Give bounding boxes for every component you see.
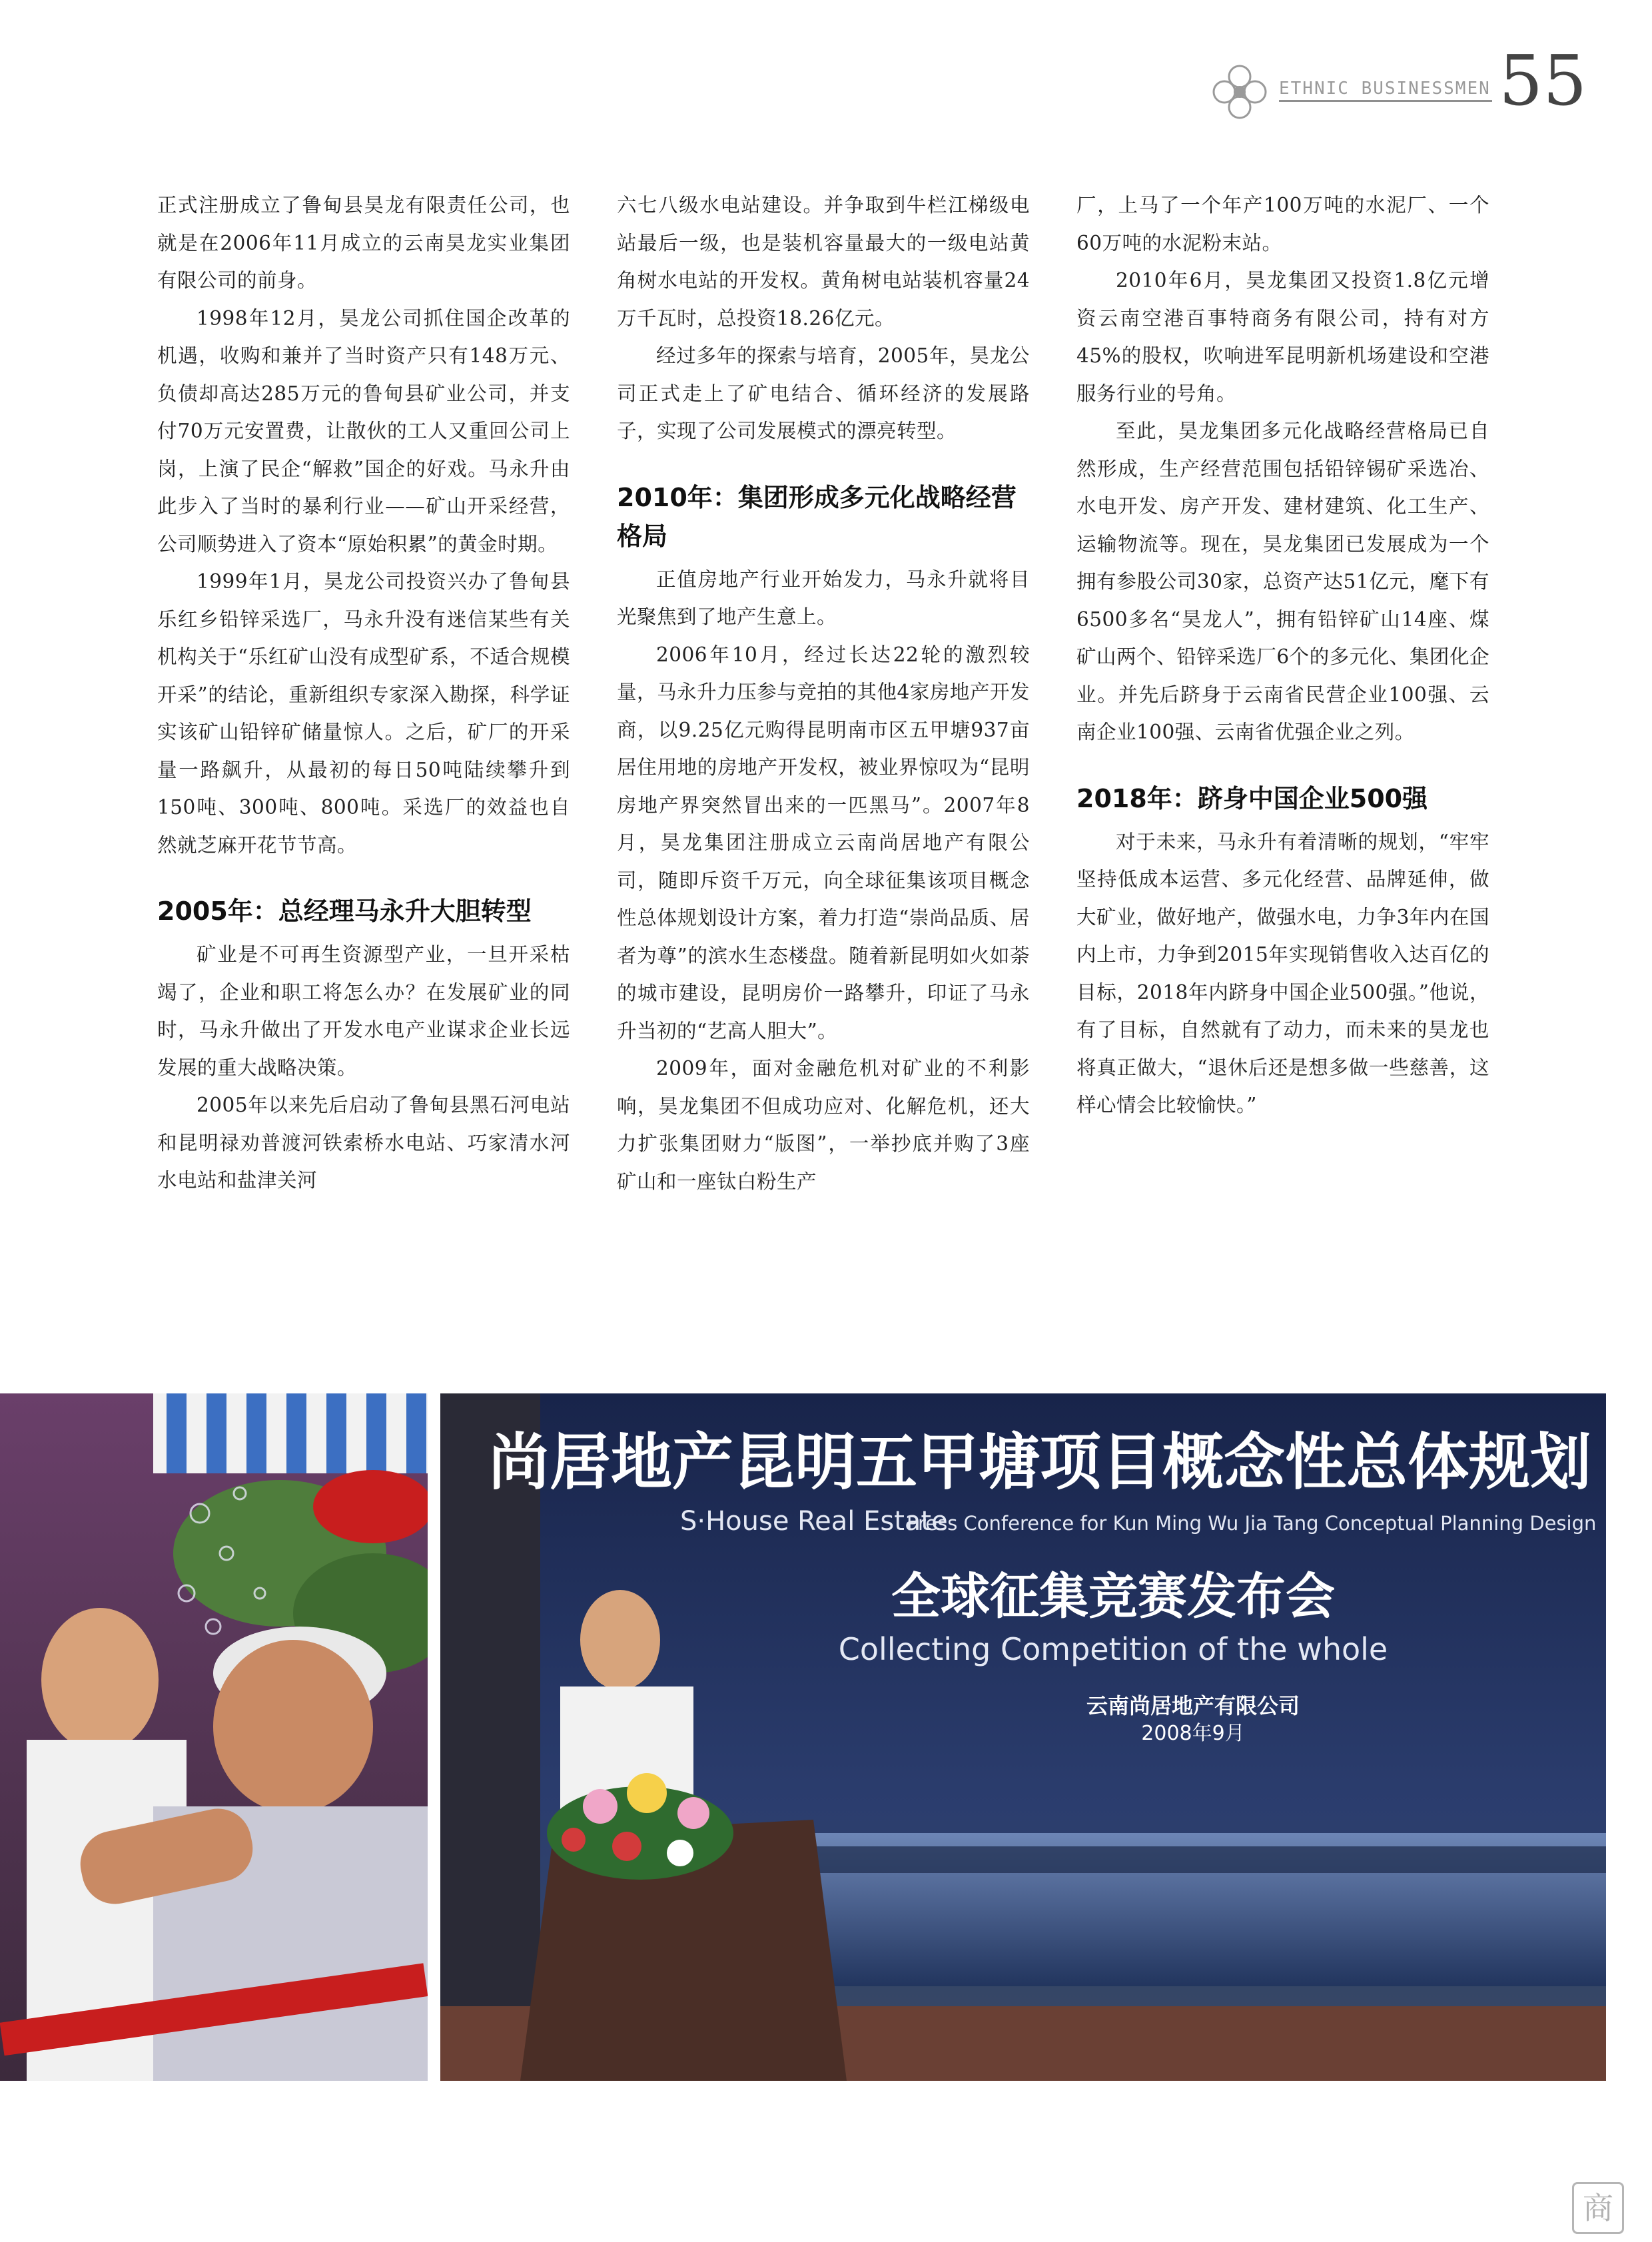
banner-line-en-1: S·House Real Estate	[680, 1506, 948, 1537]
paragraph: 至此，昊龙集团多元化战略经营格局已自然形成，生产经营范围包括铅锌锡矿采选冶、水电开发、房产开发、建材建筑、化工生产、运输物流等。现在，昊龙集团已发展成为一个拥有参股公司30家，总资产达51亿元，麾下有6500多名“昊龙人”，拥有铅锌矿山14座、煤矿山两个、铅锌采选厂6个的多元化、集团化企业。并先后跻身于云南省民营企业100强、云南企业100强、云南省优强企业之列。	[1076, 420, 1489, 743]
paragraph: 厂，上马了一个年产100万吨的水泥厂、一个60万吨的水泥粉末站。	[1076, 194, 1489, 254]
paragraph: 1998年12月，昊龙公司抓住国企改革的机遇，收购和兼并了当时资产只有148万元、负债却高达285万元的鲁甸县矿业公司，并支付70万元安置费，让散伙的工人又重回公司上岗，上演了民企“解救”国企的好戏。马永升由此步入了当时的暴利行业——矿山开采经营，公司顺势进入了资本“原始积累”的黄金时期。	[157, 306, 570, 556]
banner-subtitle-en: Collecting Competition of the whole	[838, 1631, 1388, 1667]
paragraph: 2009年，面对金融危机对矿业的不利影响，昊龙集团不但成功应对、化解危机，还大力扩张集团财力“版图”，一举抄底并购了3座矿山和一座钛白粉生产	[617, 1057, 1030, 1193]
banner-line-en-2: Press Conference for Kun Ming Wu Jia Tang Conceptual Planning Design	[907, 1512, 1597, 1535]
paragraph: 2005年以来先后启动了鲁甸县黑石河电站和昆明禄劝普渡河铁索桥水电站、巧家清水河水电站和盐津关河	[157, 1094, 570, 1192]
paragraph: 对于未来，马永升有着清晰的规划，“牢牢坚持低成本运营、多元化经营、品牌延伸，做大矿业，做好地产，做强水电，力争3年内在国内上市，力争到2015年实现销售收入达百亿的目标，2018年内跻身中国企业500强。”他说，有了目标，自然就有了动力，而未来的昊龙也将真正做大，“退休后还是想多做一些慈善，这样心情会比较愉快。”	[1076, 830, 1489, 1116]
text-column-1	[157, 187, 570, 1200]
section-heading: 2018年：跻身中国企业500强	[1076, 783, 1428, 813]
text-column-2	[617, 187, 1030, 1200]
magazine-name: ETHNIC BUSINESSMEN	[1279, 79, 1491, 99]
paragraph: 六七八级水电站建设。并争取到牛栏江梯级电站最后一级，也是装机容量最大的一级电站黄角树水电站的开发权。黄角树电站装机容量24万千瓦时，总投资18.26亿元。	[617, 194, 1030, 330]
page-number: 55	[1499, 40, 1587, 121]
banner-title-cn: 尚居地产昆明五甲塘项目概念性总体规划	[488, 1427, 1592, 1498]
section-heading: 2005年：总经理马永升大胆转型	[157, 897, 532, 926]
paragraph: 2010年6月，昊龙集团又投资1.8亿元增资云南空港百事特商务有限公司，持有对方45%的股权，吹响进军昆明新机场建设和空港服务行业的号角。	[1076, 269, 1489, 405]
flower-emblem-icon	[1211, 63, 1268, 121]
header-rule	[1279, 100, 1492, 102]
section-heading: 2010年：集团形成多元化战略经营格局	[617, 482, 1017, 551]
banner-date: 2008年9月	[1141, 1722, 1245, 1745]
paragraph: 矿业是不可再生资源型产业，一旦开采枯竭了，企业和职工将怎么办？在发展矿业的同时，马永升做出了开发水电产业谋求企业长远发展的重大战略决策。	[157, 943, 570, 1079]
paragraph: 2006年10月，经过长达22轮的激烈较量，马永升力压参与竞拍的其他4家房地产开发商，以9.25亿元购得昆明南市区五甲塘937亩居住用地的房地产开发权，被业界惊叹为“昆明房地产界突然冒出来的一匹黑马”。2007年8月，昊龙集团注册成立云南尚居地产有限公司，随即斥资千万元，向全球征集该项目概念性总体规划设计方案，着力打造“崇尚品质、居者为尊”的滨水生态楼盘。随着新昆明如火如荼的城市建设，昆明房价一路攀升，印证了马永升当初的“艺高人胆大”。	[617, 643, 1030, 1042]
text-column-3	[1076, 187, 1489, 1124]
publisher-seal: 商	[1572, 2182, 1624, 2234]
paragraph: 正值房地产行业开始发力，马永升就将目光聚焦到了地产生意上。	[617, 567, 1030, 628]
banner-company: 云南尚居地产有限公司	[1086, 1693, 1300, 1718]
banner-subtitle-cn: 全球征集竞赛发布会	[891, 1568, 1335, 1625]
ceremony-photo	[0, 1393, 428, 2081]
press-conference-photo	[440, 1393, 1606, 2081]
paragraph: 1999年1月，昊龙公司投资兴办了鲁甸县乐红乡铅锌采选厂，马永升没有迷信某些有关机构关于“乐红矿山没有成型矿系，不适合规模开采”的结论，重新组织专家深入勘探，科学证实该矿山铅锌矿储量惊人。之后，矿厂的开采量一路飙升，从最初的每日50吨陆续攀升到150吨、300吨、800吨。采选厂的效益也自然就芝麻开花节节高。	[157, 570, 570, 857]
paragraph: 正式注册成立了鲁甸县昊龙有限责任公司，也就是在2006年11月成立的云南昊龙实业集团有限公司的前身。	[157, 194, 570, 292]
paragraph: 经过多年的探索与培育，2005年，昊龙公司正式走上了矿电结合、循环经济的发展路子，实现了公司发展模式的漂亮转型。	[617, 344, 1030, 442]
